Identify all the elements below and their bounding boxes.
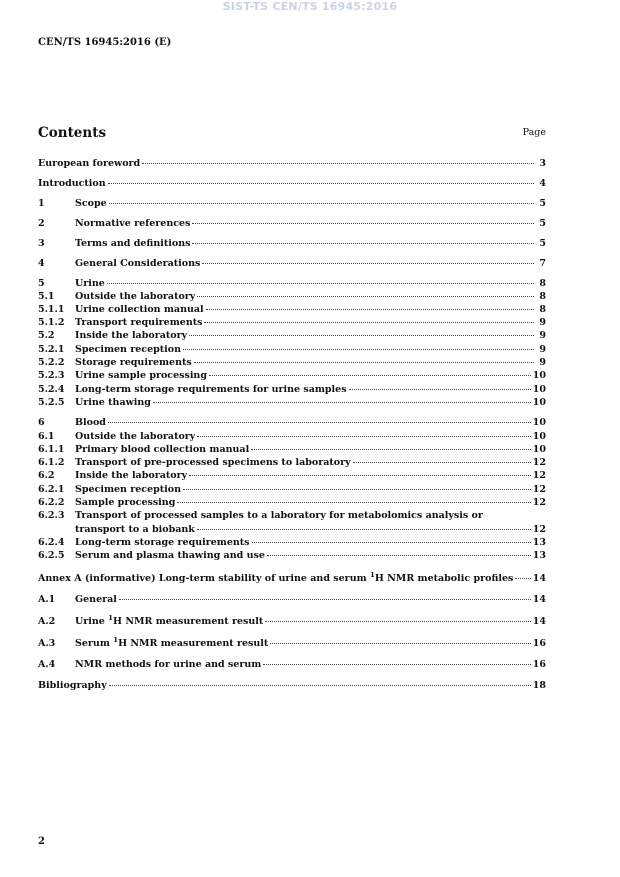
toc-entry-title-part: Serum xyxy=(75,638,114,649)
toc-entry-title-part: Urine xyxy=(75,616,109,627)
toc-entry-page: 9 xyxy=(539,344,546,355)
toc-entry-title: Long-term storage requirements for urine samples xyxy=(75,384,347,395)
toc-entry-title: Serum and plasma thawing and use xyxy=(75,550,265,561)
toc-leader-dots xyxy=(349,388,531,390)
toc-entry-page: 7 xyxy=(539,258,546,269)
toc-entry-page: 10 xyxy=(532,431,546,442)
toc-entry-number: 5.2.2 xyxy=(38,357,65,368)
toc-leader-dots xyxy=(515,577,530,579)
toc-entry-title: Transport requirements xyxy=(75,317,203,328)
toc-entry-title: transport to a biobank xyxy=(75,524,195,535)
toc-leader-dots xyxy=(251,448,531,450)
toc-entry-title: Bibliography xyxy=(38,680,107,691)
toc-entry-number: 5.2.5 xyxy=(38,397,65,408)
toc-entry-page: 14 xyxy=(532,616,546,627)
toc-entry-page: 5 xyxy=(539,198,546,209)
toc-entry-page: 8 xyxy=(539,291,546,302)
toc-entry-title: Specimen reception xyxy=(75,344,182,355)
toc-entry-number: A.4 xyxy=(38,659,56,670)
toc-leader-dots xyxy=(108,182,534,184)
toc-entry-title: Storage requirements xyxy=(75,357,192,368)
toc-entry-number: A.1 xyxy=(38,594,56,605)
toc-entry-title: Specimen reception xyxy=(75,484,182,495)
toc-entry-title xyxy=(75,615,263,628)
toc-entry-page: 12 xyxy=(532,497,546,508)
toc-entry[interactable] xyxy=(38,469,546,482)
toc-entry-number: 6.2.4 xyxy=(38,537,65,548)
toc-leader-dots xyxy=(270,642,530,644)
toc-leader-dots xyxy=(183,488,531,490)
toc-entry-title: Primary blood collection manual xyxy=(75,444,250,455)
toc-leader-dots xyxy=(202,262,534,264)
toc-entry-title: Urine collection manual xyxy=(75,304,204,315)
toc-entry[interactable] xyxy=(38,496,546,509)
toc-entry-superscript: 1 xyxy=(113,637,119,644)
toc-leader-dots xyxy=(265,620,530,622)
toc-entry[interactable] xyxy=(38,456,546,469)
toc-entry-title: Sample processing xyxy=(75,497,176,508)
toc-entry-page: 10 xyxy=(532,397,546,408)
toc-entry[interactable] xyxy=(38,679,546,692)
toc-entry-title: Inside the laboratory xyxy=(75,330,188,341)
toc-entry-title: General Considerations xyxy=(75,258,201,269)
toc-entry[interactable] xyxy=(38,217,546,230)
toc-entry-page: 12 xyxy=(532,484,546,495)
toc-entry-title: Urine sample processing xyxy=(75,370,207,381)
toc-entry-number: 2 xyxy=(38,218,45,229)
toc-entry-number: 4 xyxy=(38,258,45,269)
toc-entry[interactable] xyxy=(38,615,546,628)
toc-leader-dots xyxy=(197,528,531,530)
toc-entry-page: 9 xyxy=(539,357,546,368)
contents-title: Contents xyxy=(38,125,107,141)
toc-entry-page: 5 xyxy=(539,218,546,229)
toc-entry[interactable] xyxy=(38,303,546,316)
toc-entry[interactable] xyxy=(38,443,546,456)
toc-entry[interactable] xyxy=(38,329,546,342)
toc-entry[interactable] xyxy=(38,290,546,303)
toc-entry-page: 9 xyxy=(539,330,546,341)
toc-entry-number: 5.1 xyxy=(38,291,55,302)
toc-leader-dots xyxy=(153,401,531,403)
toc-entry[interactable] xyxy=(38,197,546,210)
toc-entry[interactable] xyxy=(38,316,546,329)
toc-entry-number: 6.2.1 xyxy=(38,484,65,495)
toc-entry-number: 6.1.2 xyxy=(38,457,65,468)
toc-entry-number: A.2 xyxy=(38,616,56,627)
toc-entry-title: European foreword xyxy=(38,158,141,169)
toc-leader-dots xyxy=(252,541,531,543)
toc-leader-dots xyxy=(197,435,530,437)
toc-entry-number: 5.2 xyxy=(38,330,55,341)
toc-entry-title: Transport of pre-processed specimens to laboratory xyxy=(75,457,351,468)
toc-leader-dots xyxy=(209,374,531,376)
toc-entry[interactable] xyxy=(38,572,546,585)
toc-entry-number: 5.2.1 xyxy=(38,344,65,355)
toc-leader-dots xyxy=(194,361,534,363)
toc-entry[interactable] xyxy=(38,523,546,536)
toc-leader-dots xyxy=(485,515,534,516)
toc-entry-title-part: H NMR metabolic profiles xyxy=(374,573,514,584)
toc-entry-title: Introduction xyxy=(38,178,106,189)
watermark: SIST-TS CEN/TS 16945:2016 xyxy=(222,0,398,13)
toc-leader-dots xyxy=(267,554,531,556)
toc-entry-page: 10 xyxy=(532,384,546,395)
toc-entry[interactable] xyxy=(38,549,546,562)
toc-leader-dots xyxy=(197,295,534,297)
toc-entry-page: 13 xyxy=(532,550,546,561)
toc-entry[interactable] xyxy=(38,257,546,270)
toc-entry-title: Terms and definitions xyxy=(75,238,191,249)
toc-leader-dots xyxy=(119,598,531,600)
toc-entry[interactable] xyxy=(38,237,546,250)
toc-leader-dots xyxy=(107,282,534,284)
toc-entry-page: 9 xyxy=(539,317,546,328)
toc-entry[interactable] xyxy=(38,593,546,606)
toc-entry-number: 6.2 xyxy=(38,470,55,481)
toc-entry[interactable] xyxy=(38,658,546,671)
toc-entry-title: General xyxy=(75,594,117,605)
toc-entry[interactable] xyxy=(38,383,546,396)
toc-entry-title-part: H NMR measurement result xyxy=(113,616,264,627)
toc-entry-number: 6.1 xyxy=(38,431,55,442)
toc-entry-title xyxy=(38,572,513,585)
toc-entry-number: 6.2.2 xyxy=(38,497,65,508)
toc-leader-dots xyxy=(192,222,534,224)
toc-entry-title xyxy=(75,637,268,650)
toc-entry-number: 5 xyxy=(38,278,45,289)
toc-entry-page: 8 xyxy=(539,304,546,315)
toc-entry[interactable] xyxy=(38,369,546,382)
toc-entry-title: Blood xyxy=(75,417,106,428)
toc-entry-number: 5.1.2 xyxy=(38,317,65,328)
toc-entry-page: 12 xyxy=(532,470,546,481)
toc-entry-number: 6.2.3 xyxy=(38,510,65,521)
toc-entry-title: Outside the laboratory xyxy=(75,431,196,442)
toc-entry-title-part: Annex A (informative) Long-term stability of urine and serum xyxy=(38,573,370,584)
toc-leader-dots xyxy=(109,684,531,686)
toc-entry-page: 10 xyxy=(532,370,546,381)
toc-entry-page: 14 xyxy=(532,573,546,584)
toc-entry-page: 16 xyxy=(532,638,546,649)
toc-leader-dots xyxy=(263,663,530,665)
toc-leader-dots xyxy=(189,334,534,336)
toc-entry-page: 13 xyxy=(532,537,546,548)
toc-leader-dots xyxy=(183,348,534,350)
toc-entry[interactable] xyxy=(38,396,546,409)
toc-leader-dots xyxy=(192,242,534,244)
toc-entry-page: 12 xyxy=(532,457,546,468)
toc-entry-page: 14 xyxy=(532,594,546,605)
toc-entry-page: 12 xyxy=(532,524,546,535)
toc-leader-dots xyxy=(206,308,534,310)
toc-entry[interactable] xyxy=(38,343,546,356)
toc-entry-number: 3 xyxy=(38,238,45,249)
toc-entry-page: 10 xyxy=(532,417,546,428)
toc-entry-number: 6.1.1 xyxy=(38,444,65,455)
toc-entry-title: Inside the laboratory xyxy=(75,470,188,481)
toc-entry-title: Outside the laboratory xyxy=(75,291,196,302)
toc-entry-title: Normative references xyxy=(75,218,191,229)
toc-entry[interactable] xyxy=(38,157,546,170)
toc-entry-number: 5.2.3 xyxy=(38,370,65,381)
toc-leader-dots xyxy=(204,321,534,323)
toc-entry-title: Long-term storage requirements xyxy=(75,537,250,548)
toc-entry-title: Transport of processed samples to a laboratory for metabolomics analysis or xyxy=(75,510,483,521)
toc-entry-page: 18 xyxy=(532,680,546,691)
toc-entry-superscript: 1 xyxy=(369,572,375,579)
toc-entry-title: Scope xyxy=(75,198,107,209)
toc-entry-page: 16 xyxy=(532,659,546,670)
toc-entry-number: 6.2.5 xyxy=(38,550,65,561)
toc-entry[interactable] xyxy=(38,637,546,650)
toc-entry-page: 8 xyxy=(539,278,546,289)
toc-entry[interactable] xyxy=(38,430,546,443)
toc-entry-page: 5 xyxy=(539,238,546,249)
toc-entry[interactable] xyxy=(38,536,546,549)
page-number: 2 xyxy=(38,836,45,847)
toc-entry[interactable] xyxy=(38,416,546,429)
toc-entry[interactable] xyxy=(38,177,546,190)
toc-leader-dots xyxy=(108,421,531,423)
toc-entry-number: 1 xyxy=(38,198,45,209)
toc-leader-dots xyxy=(189,474,531,476)
toc-entry-number: 6 xyxy=(38,417,45,428)
toc-entry[interactable] xyxy=(38,509,546,522)
toc-leader-dots xyxy=(353,461,531,463)
toc-leader-dots xyxy=(142,162,534,164)
toc-leader-dots xyxy=(109,202,534,204)
toc-entry-number: 5.2.4 xyxy=(38,384,65,395)
toc-entry-number: 5.1.1 xyxy=(38,304,65,315)
toc-entry-page: 3 xyxy=(539,158,546,169)
toc-entry-title: Urine thawing xyxy=(75,397,151,408)
toc-entry-number: A.3 xyxy=(38,638,56,649)
toc-entry[interactable] xyxy=(38,356,546,369)
toc-entry-page: 10 xyxy=(532,444,546,455)
toc-entry-title-part: H NMR measurement result xyxy=(118,638,269,649)
toc-entry-superscript: 1 xyxy=(108,615,114,622)
toc-entry-page: 4 xyxy=(539,178,546,189)
toc-leader-dots xyxy=(177,501,530,503)
toc-entry-title: NMR methods for urine and serum xyxy=(75,659,262,670)
toc-entry-title: Urine xyxy=(75,278,105,289)
toc-entry[interactable] xyxy=(38,483,546,496)
page-column-label: Page xyxy=(522,127,546,138)
toc-entry[interactable] xyxy=(38,277,546,290)
document-id: CEN/TS 16945:2016 (E) xyxy=(38,37,172,48)
